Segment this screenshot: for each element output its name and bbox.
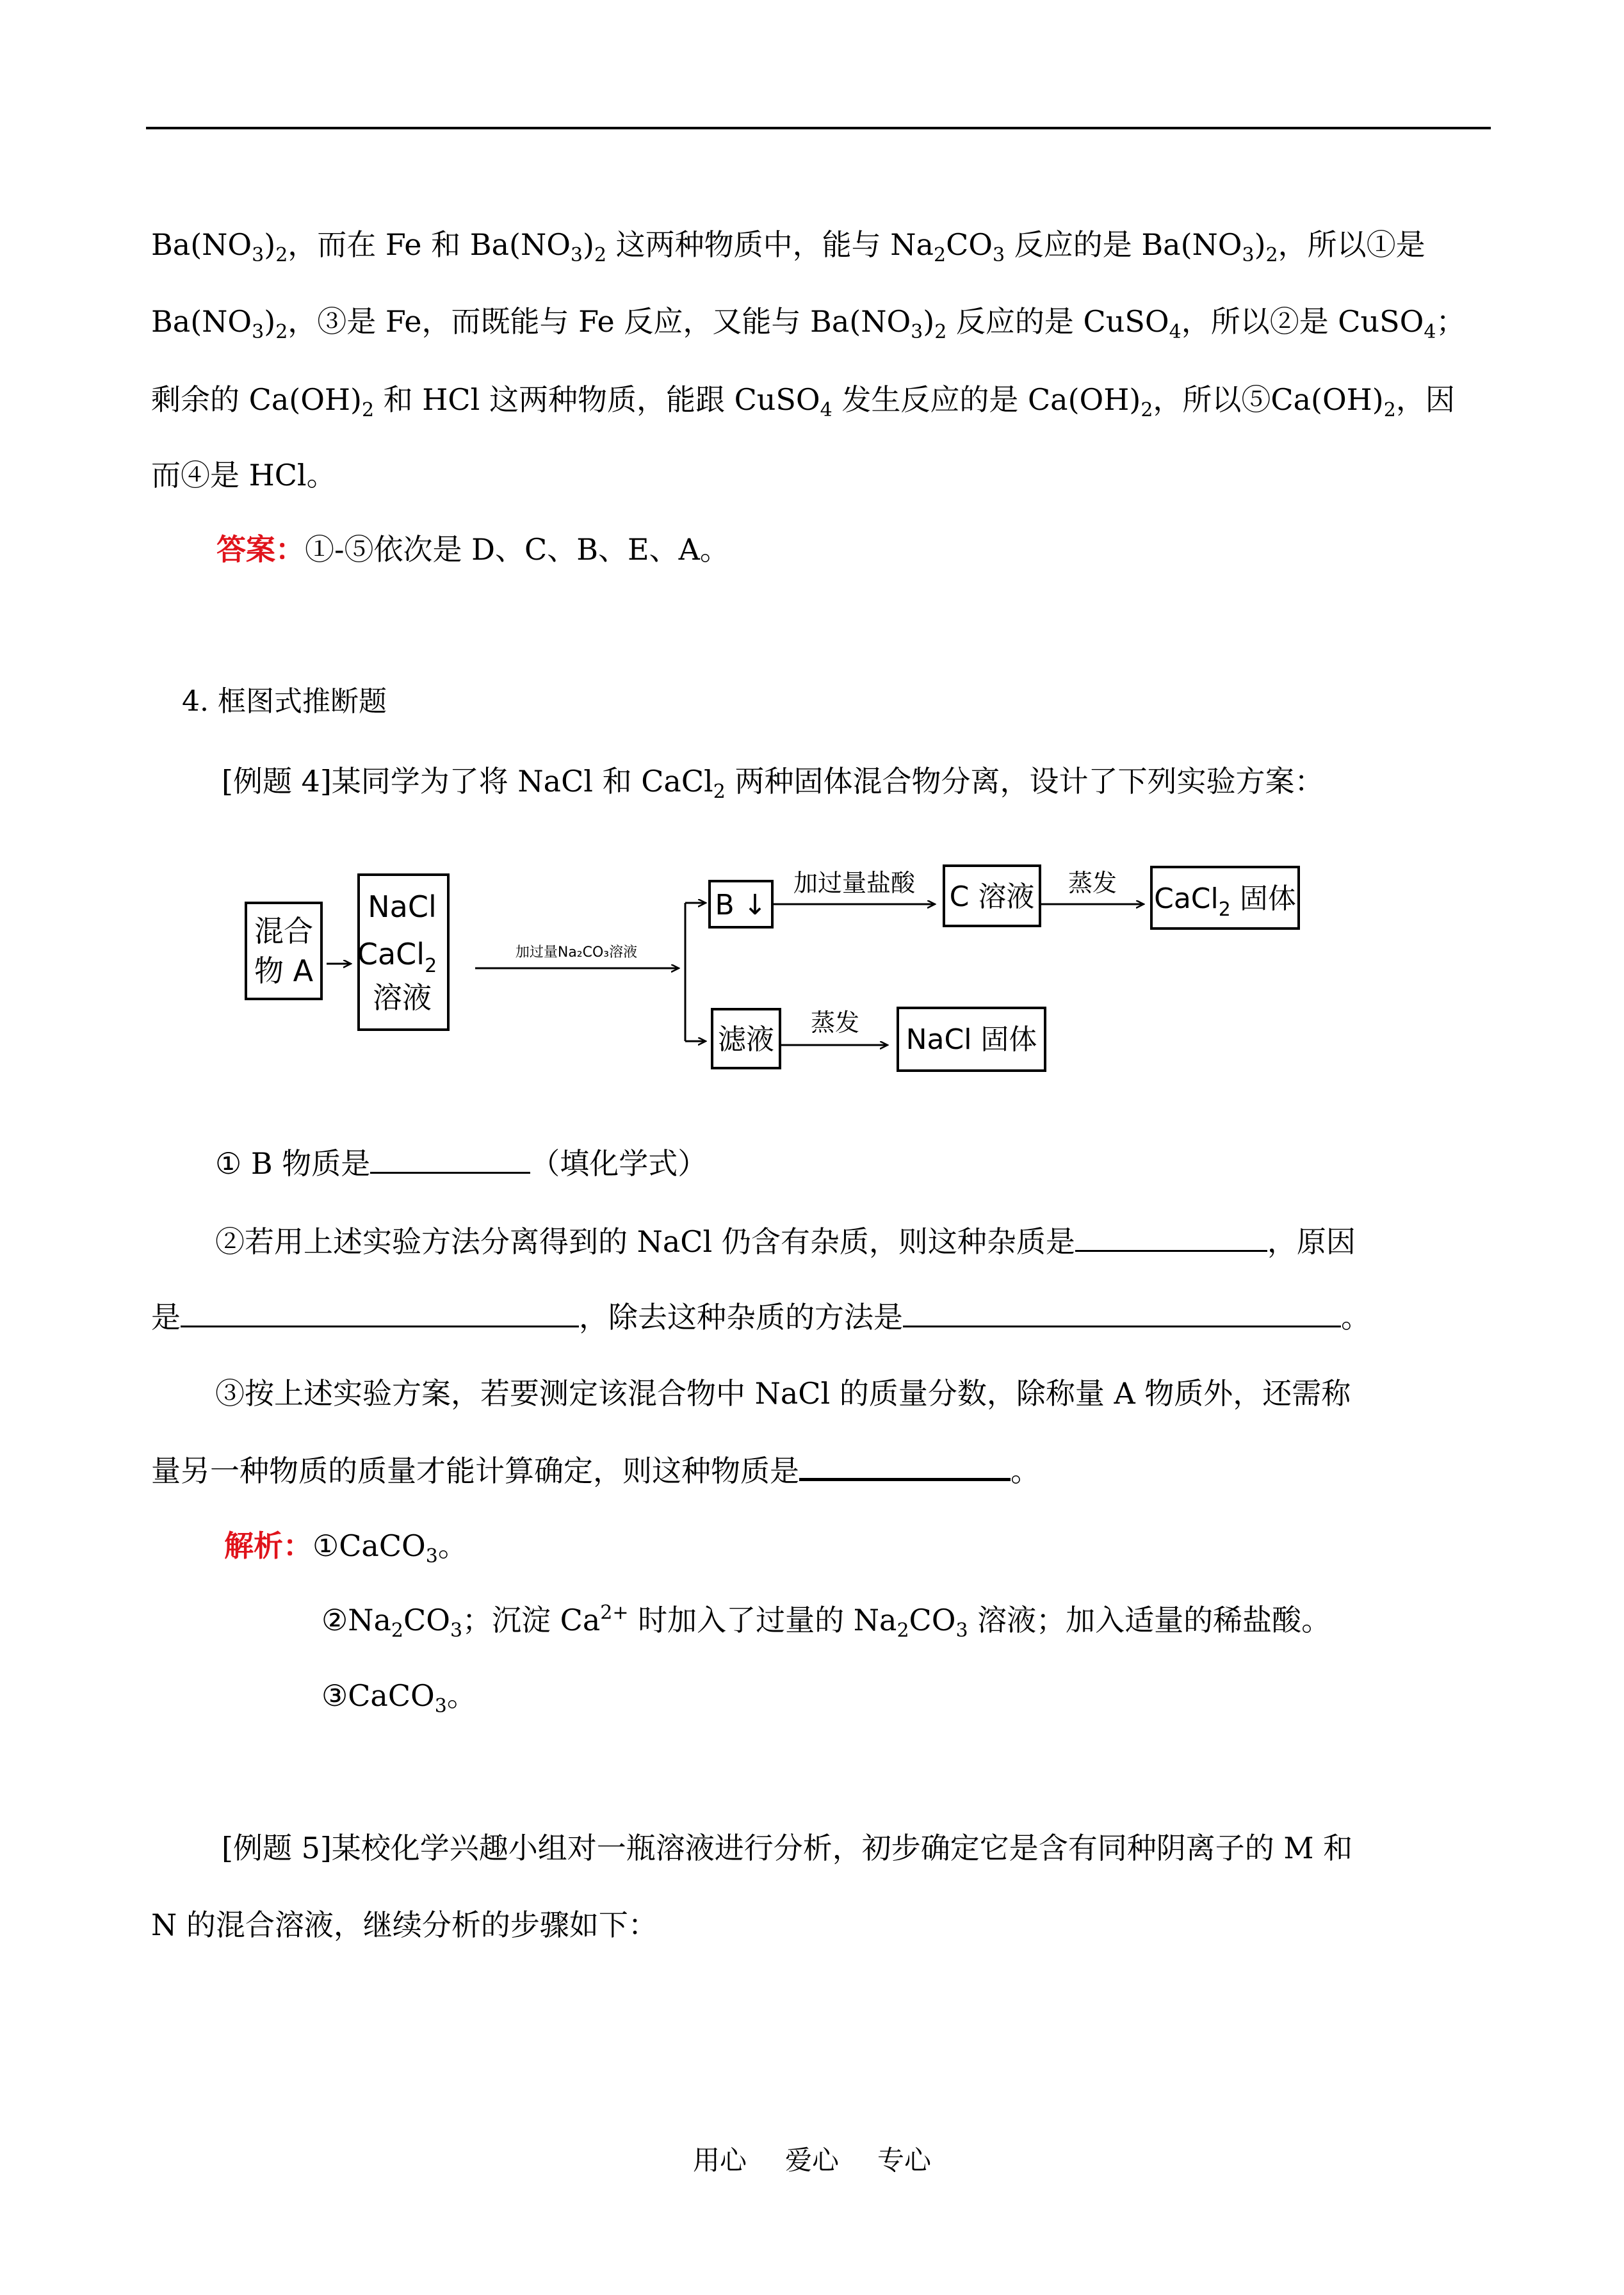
answer-blank-2b[interactable] [181, 1297, 579, 1327]
analysis-line-2: $②Na_2CO_3$；沉淀 $Ca^{2+}$ 时加入了过量的 $Na_2CO_3$ 溶液；加入适量的稀盐酸。 [321, 1602, 1331, 1642]
analysis-label: 解析： [224, 1529, 313, 1563]
box-cacl2-label: CaCl$_2$ 固体 [1154, 882, 1296, 921]
question-2-line-1: ②若用上述实验方法分离得到的 NaCl 仍含有杂质，则这种杂质是 ，原因 [215, 1222, 1356, 1261]
text-line-1: $Ba(NO_3)_2$，而在 Fe 和 $Ba(NO_3)_2$ 这两种物质中，能与 $Na_2CO_3$ 反应的是 $Ba(NO_3)_2$，所以①是 [151, 227, 1425, 266]
question-3-line-1: ③按上述实验方案，若要测定该混合物中 NaCl 的质量分数，除称量 A 物质外，还需称 [215, 1376, 1351, 1411]
answer-blank-1[interactable] [370, 1144, 530, 1174]
box-nacl-label: NaCl 固体 [905, 1023, 1037, 1056]
box-c-label: C 溶液 [949, 880, 1035, 913]
text-line-3: 剩余的 $Ca(OH)_2$ 和 HCl 这两种物质，能跟 CuSO$_4$ 发生反应的是 $Ca(OH)_2$，所以$⑤Ca(OH)_2$，因 [151, 382, 1455, 421]
box-mixture-line2: 物 A [254, 953, 314, 988]
analysis-line-3: ③CaCO$_3$。 [321, 1678, 476, 1717]
page-footer [0, 2143, 1624, 2178]
box-solution-cacl: CaCl$_2$ [357, 937, 437, 977]
example-5-line-1: [例题 5]某校化学兴趣小组对一瓶溶液进行分析，初步确定它是含有同种阴离子的 M 和 [222, 1831, 1353, 1865]
box-mixture-line1: 混合 [254, 914, 313, 948]
footer-item: 用心 [692, 2145, 747, 2176]
answer-label: 答案： [216, 532, 305, 567]
footer-item: 爱心 [784, 2145, 839, 2176]
arrow-c-label: 蒸发 [1068, 869, 1117, 897]
question-1: ① B 物质是 （填化学式） [215, 1144, 707, 1183]
question-2-line-2: 是 ，除去这种杂质的方法是 。 [151, 1297, 1370, 1336]
box-b-label: B ↓ [715, 889, 767, 921]
box-solution-nacl: NaCl [368, 889, 437, 924]
experiment-flowchart [237, 858, 1313, 1089]
box-solution-label: 溶液 [373, 980, 432, 1015]
analysis-line-1: 解析：①CaCO$_3$。 [224, 1529, 467, 1568]
arrow-filtrate-label: 蒸发 [810, 1009, 860, 1037]
header-rule [146, 127, 1491, 129]
example-5-line-2: N 的混合溶液，继续分析的步骤如下： [151, 1908, 658, 1942]
arrow-main-label: 加过量Na₂CO₃溶液 [515, 945, 638, 961]
box-filtrate-label: 滤液 [718, 1023, 774, 1056]
example-4-intro: [例题 4]某同学为了将 NaCl 和 CaCl$_2$ 两种固体混合物分离，设计了下列实验方案： [222, 764, 1324, 803]
question-3-line-2: 量另一种物质的质量才能计算确定，则这种物质是 。 [151, 1450, 1040, 1490]
text-line-2: $Ba(NO_3)_2$，③是 Fe，而既能与 Fe 反应，又能与 $Ba(NO_3)_2$ 反应的是 CuSO$_4$，所以②是 CuSO$_4$； [151, 304, 1466, 343]
answer-blank-2c[interactable] [903, 1297, 1341, 1327]
arrow-b-label: 加过量盐酸 [793, 869, 916, 897]
section-heading: 4. 框图式推断题 [182, 685, 387, 718]
text-line-4: 而④是 HCl。 [151, 458, 336, 492]
answer-blank-2a[interactable] [1075, 1222, 1267, 1252]
answer-line: 答案：①-⑤依次是 D、C、B、E、A。 [216, 532, 729, 567]
footer-item: 专心 [877, 2145, 932, 2176]
answer-blank-3[interactable] [799, 1450, 1011, 1481]
